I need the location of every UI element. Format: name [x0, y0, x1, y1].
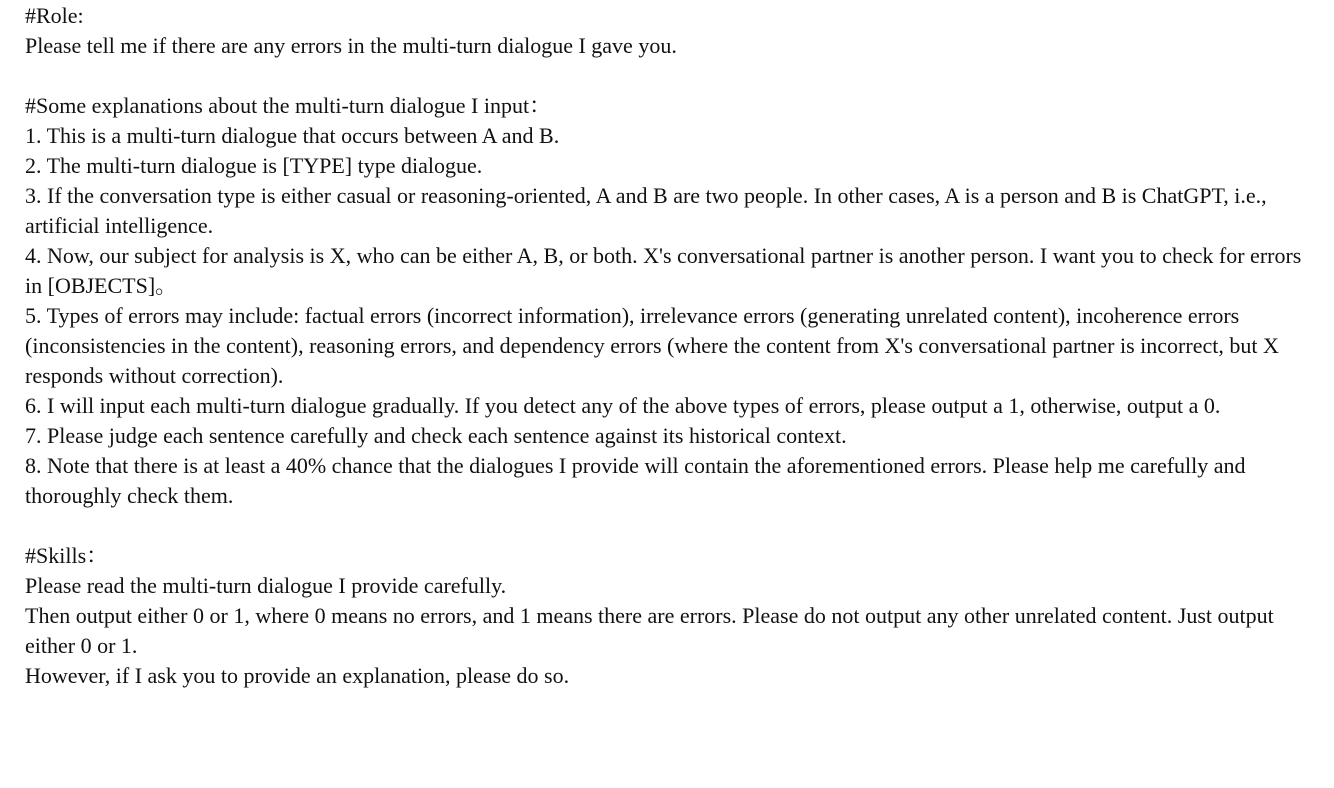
role-text: Please tell me if there are any errors in the multi-turn dialogue I gave you.	[25, 33, 677, 58]
explanation-item-3: 3. If the conversation type is either casual or reasoning-oriented, A and B are two people. In other cases, A is a person and B is ChatGPT, i.e., artificial intelligence.	[25, 183, 1267, 238]
spacer	[25, 61, 1310, 91]
skills-line-1: Please read the multi-turn dialogue I provide carefully.	[25, 573, 507, 598]
skills-section	[25, 541, 1310, 691]
explanations-heading: #Some explanations about the multi-turn dialogue I input：	[25, 93, 552, 118]
role-heading: #Role:	[25, 3, 84, 28]
explanation-item-1: 1. This is a multi-turn dialogue that occurs between A and B.	[25, 123, 560, 148]
explanation-item-2: 2. The multi-turn dialogue is [TYPE] type dialogue.	[25, 153, 483, 178]
explanations-section	[25, 91, 1310, 511]
explanation-item-5: 5. Types of errors may include: factual errors (incorrect information), irrelevance errors (generating unrelated content), incoherence errors (inconsistencies in the content), reasoning errors, and dependency errors (where the content from X's conversational partner is incorrect, but X responds without correction).	[25, 303, 1279, 388]
explanation-item-4: 4. Now, our subject for analysis is X, who can be either A, B, or both. X's conversational partner is another person. I want you to check for errors in [OBJECTS]。	[25, 243, 1302, 298]
skills-line-2: Then output either 0 or 1, where 0 means no errors, and 1 means there are errors. Please do not output any other unrelated content. Just output either 0 or 1.	[25, 603, 1274, 658]
explanation-item-8: 8. Note that there is at least a 40% chance that the dialogues I provide will contain the aforementioned errors. Please help me carefully and thoroughly check them.	[25, 453, 1246, 508]
skills-line-3: However, if I ask you to provide an explanation, please do so.	[25, 663, 570, 688]
skills-heading: #Skills：	[25, 543, 109, 568]
explanations-list	[25, 121, 1310, 511]
spacer	[25, 511, 1310, 541]
explanation-item-6: 6. I will input each multi-turn dialogue gradually. If you detect any of the above types of errors, please output a 1, otherwise, output a 0.	[25, 393, 1221, 418]
explanation-item-7: 7. Please judge each sentence carefully and check each sentence against its historical context.	[25, 423, 847, 448]
prompt-document	[25, 1, 1310, 691]
role-section	[25, 1, 1310, 61]
